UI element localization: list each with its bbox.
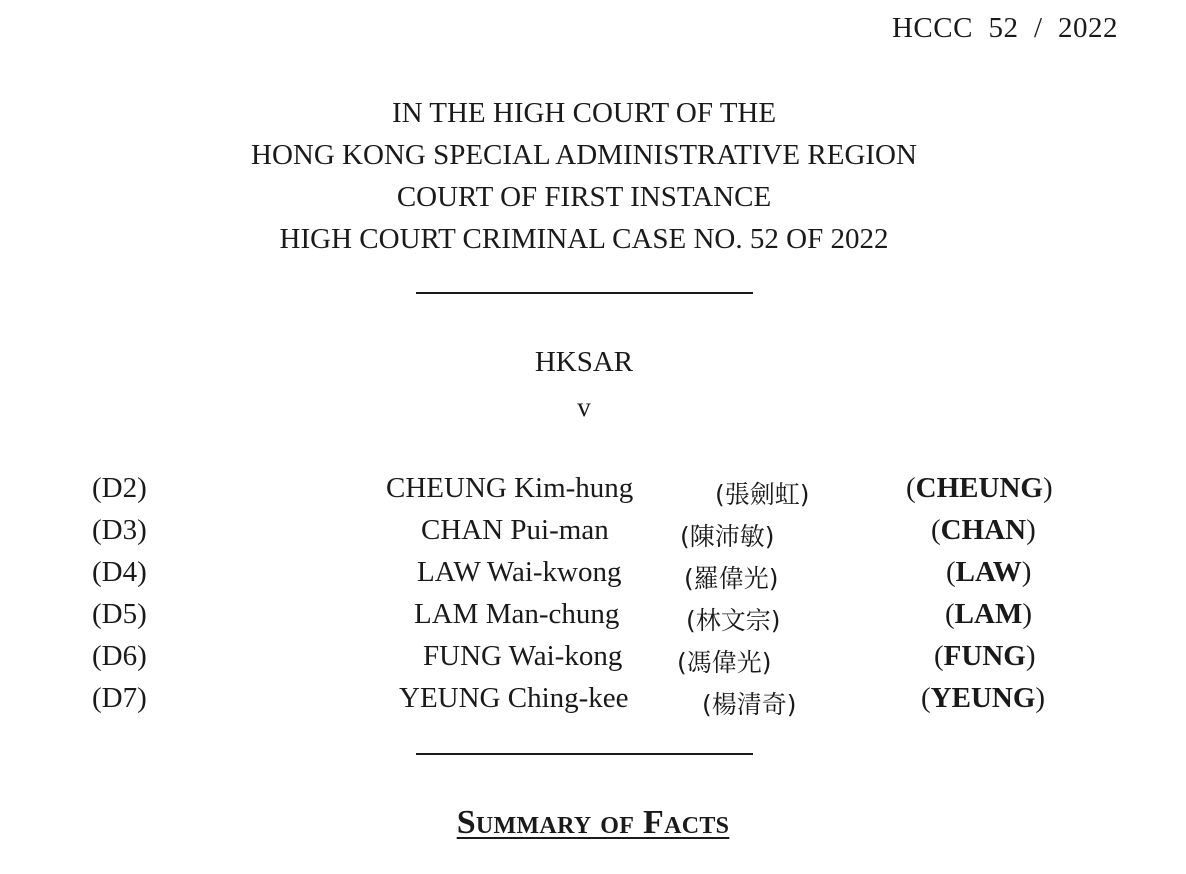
defendant-alias: (CHEUNG) bbox=[906, 472, 1053, 504]
defendant-alias: (FUNG) bbox=[934, 640, 1036, 672]
defendant-name: YEUNG Ching-kee bbox=[399, 682, 629, 714]
divider-bottom bbox=[416, 753, 753, 755]
defendant-alias-name: YEUNG bbox=[930, 682, 1036, 714]
court-header-line-4: HIGH COURT CRIMINAL CASE NO. 52 OF 2022 bbox=[279, 223, 889, 255]
summary-title: Summary of Facts bbox=[456, 804, 730, 841]
defendant-row bbox=[0, 556, 1186, 598]
defendant-name: LAW Wai-kwong bbox=[417, 556, 622, 588]
defendant-alias-name: LAM bbox=[954, 598, 1023, 630]
defendant-code: (D6) bbox=[92, 640, 147, 672]
defendant-code: (D5) bbox=[92, 598, 147, 630]
defendant-name: LAM Man-chung bbox=[414, 598, 620, 630]
court-header-line-3: COURT OF FIRST INSTANCE bbox=[396, 181, 772, 213]
court-header-line-2: HONG KONG SPECIAL ADMINISTRATIVE REGION bbox=[251, 139, 917, 171]
defendant-row bbox=[0, 598, 1186, 640]
defendant-alias-name: LAW bbox=[955, 556, 1022, 588]
defendant-alias-name: CHAN bbox=[940, 514, 1027, 546]
defendant-name: CHAN Pui-man bbox=[421, 514, 609, 546]
defendant-name: FUNG Wai-kong bbox=[423, 640, 623, 672]
defendant-alias: (LAM) bbox=[945, 598, 1033, 630]
defendant-alias: (YEUNG) bbox=[921, 682, 1046, 714]
defendant-alias-name: FUNG bbox=[943, 640, 1026, 672]
defendant-chinese-name: (林文宗) bbox=[686, 606, 781, 635]
prosecution-party: HKSAR bbox=[534, 346, 634, 378]
defendant-row bbox=[0, 640, 1186, 682]
defendant-chinese-name: (楊清奇) bbox=[702, 690, 797, 719]
case-reference: HCCC 52 / 2022 bbox=[891, 12, 1118, 44]
defendant-chinese-name: (馮偉光) bbox=[677, 648, 772, 677]
defendant-alias: (LAW) bbox=[946, 556, 1032, 588]
defendant-name: CHEUNG Kim-hung bbox=[386, 472, 634, 504]
divider-top bbox=[416, 292, 753, 294]
defendant-chinese-name: (陳沛敏) bbox=[680, 522, 775, 551]
defendant-code: (D3) bbox=[92, 514, 147, 546]
defendant-row bbox=[0, 682, 1186, 724]
court-header bbox=[0, 92, 1168, 260]
defendant-code: (D4) bbox=[92, 556, 147, 588]
defendant-row bbox=[0, 472, 1186, 514]
defendant-code: (D2) bbox=[92, 472, 147, 504]
versus-label: v bbox=[577, 392, 591, 422]
defendant-code: (D7) bbox=[92, 682, 147, 714]
defendant-chinese-name: (張劍虹) bbox=[715, 480, 810, 509]
defendant-chinese-name: (羅偉光) bbox=[684, 564, 779, 593]
court-header-line-1: IN THE HIGH COURT OF THE bbox=[391, 97, 777, 129]
defendant-alias: (CHAN) bbox=[931, 514, 1036, 546]
defendant-row bbox=[0, 514, 1186, 556]
defendant-alias-name: CHEUNG bbox=[915, 472, 1043, 504]
